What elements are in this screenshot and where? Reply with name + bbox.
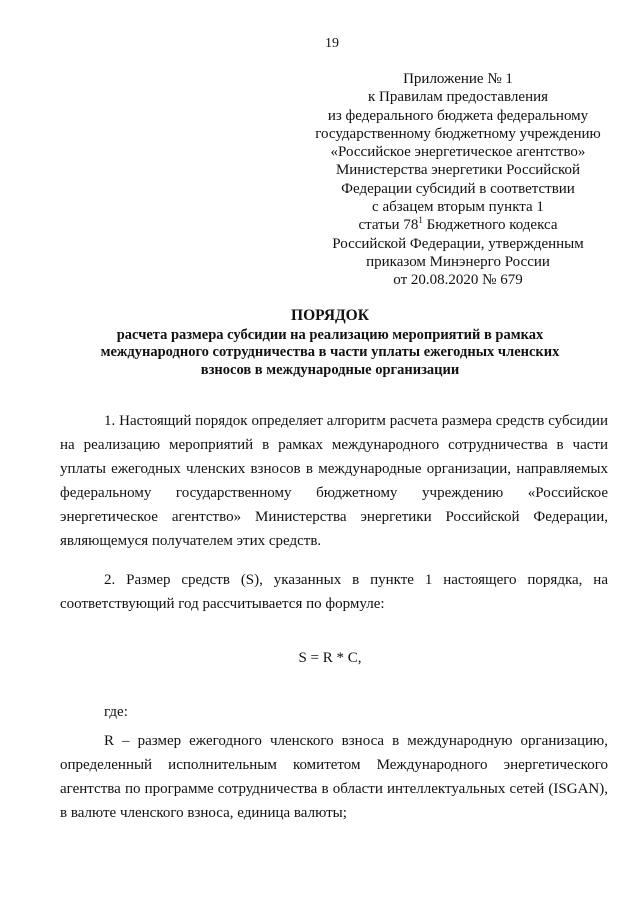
subtitle-line: расчета размера субсидии на реализацию мероприятий в рамках bbox=[116, 327, 544, 343]
subtitle-line: взносов в международные организации bbox=[200, 361, 460, 378]
appendix-line: к Правилам предоставления bbox=[367, 89, 549, 106]
appendix-line: из федерального бюджета федеральному bbox=[327, 107, 589, 124]
appendix-article: статьи 78 bbox=[358, 217, 419, 234]
appendix-line: «Российское энергетическое агентство» bbox=[330, 144, 586, 161]
subtitle-line: международного сотрудничества в части уплаты ежегодных членских bbox=[100, 344, 560, 361]
page-number: 19 bbox=[325, 36, 339, 51]
paragraph-2: 2. Размер средств (S), указанных в пункте 1 настоящего порядка, на соответствующий год рассчитывается по формуле: bbox=[60, 572, 608, 612]
appendix-line: Российской Федерации, утвержденным bbox=[332, 235, 584, 252]
formula: S = R * C, bbox=[298, 650, 362, 666]
appendix-line: приказом Минэнерго России bbox=[366, 253, 550, 270]
appendix-line: Приложение № 1 bbox=[403, 71, 513, 87]
appendix-line: Федерации субсидий в соответствии bbox=[341, 180, 575, 197]
paragraph-1: 1. Настоящий порядок определяет алгоритм расчета размера средств субсидии на реализацию мероприятий в рамках международного сотрудничества в части уплаты ежегодных членских взносов в международные организации, направляемых федеральному государственному бюджетному учреждению «Российское энергетическое агентство» Министерства энергетики Российской Федерации, являющемуся получателем этих средств. bbox=[60, 413, 608, 549]
appendix-code: Бюджетного кодекса bbox=[422, 217, 558, 234]
article-superscript: 1 bbox=[418, 215, 423, 226]
appendix-line: от 20.08.2020 № 679 bbox=[393, 272, 523, 289]
appendix-line bbox=[300, 216, 616, 234]
appendix-line: государственному бюджетному учреждению bbox=[315, 125, 601, 142]
where-label: где: bbox=[104, 704, 128, 720]
appendix-line: Министерства энергетики Российской bbox=[335, 162, 581, 179]
appendix-header bbox=[300, 70, 616, 290]
document-title: ПОРЯДОК bbox=[291, 307, 369, 324]
paragraph-r-definition: R – размер ежегодного членского взноса в международную организацию, определенный исполнительным комитетом Международного энергетического агентства по программе сотрудничества в области интеллектуальных сетей (ISGAN), в валюте членского взноса, единица валюты; bbox=[60, 733, 608, 821]
document-subtitle bbox=[100, 327, 560, 379]
appendix-line: с абзацем вторым пункта 1 bbox=[372, 199, 544, 216]
